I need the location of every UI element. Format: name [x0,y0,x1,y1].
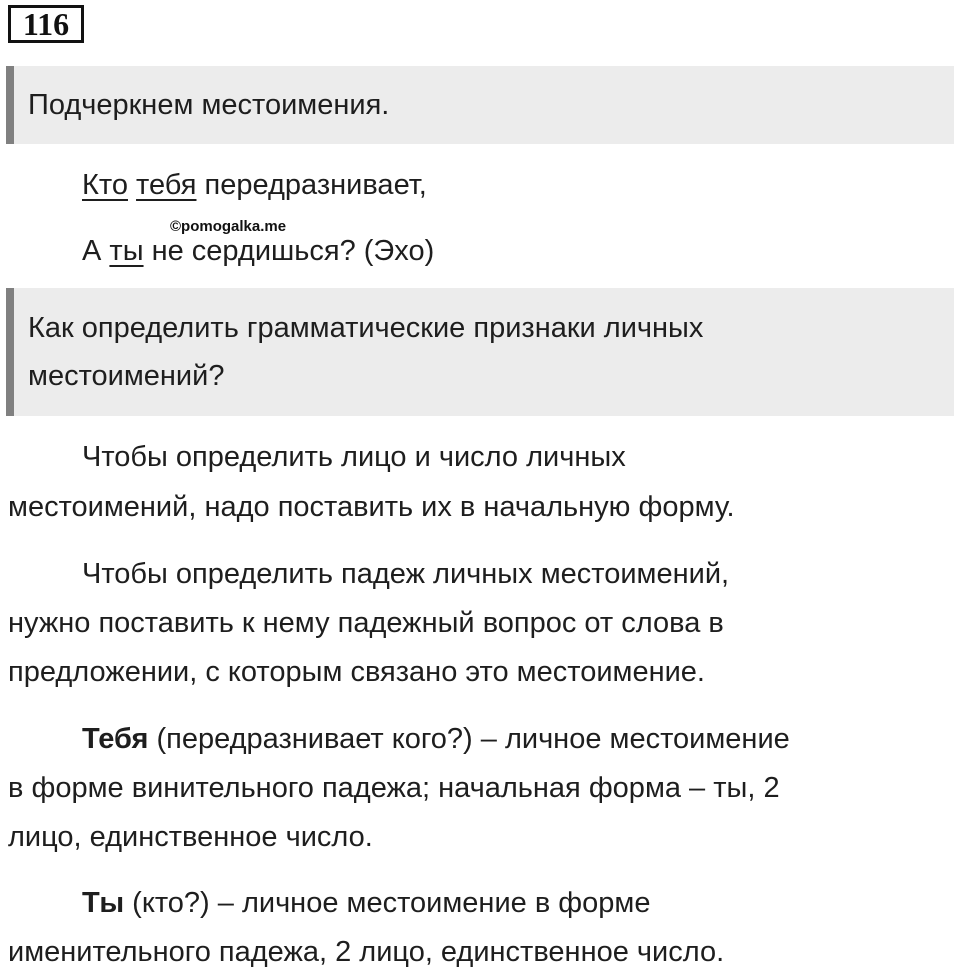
poem-line-2: А ты не сердишься? (Эхо) [82,235,435,267]
poem-line-2-rest: не сердишься? (Эхо) [143,235,435,267]
pronoun-ty: ты [109,235,144,267]
para2-line1: Чтобы определить падеж личных местоимений, [82,558,730,590]
pronoun-tebya: тебя [136,169,197,201]
question-line-1: Как определить грамматические признаки личных [28,312,704,344]
para3-line2: в форме винительного падежа; начальная форма – ты, 2 [8,772,780,804]
para1-line2: местоимений, надо поставить их в начальную форму. [8,491,735,523]
poem-line-1 [82,168,427,202]
section-heading-underline [6,66,954,144]
para3-line3: лицо, единственное число. [8,821,373,853]
para4-term: Ты [82,887,125,919]
poem-line-1-rest: передразнивает, [196,169,427,201]
pronoun-kto: Кто [82,169,128,201]
question-line-2: местоимений? [28,360,225,392]
para2-line3: предложении, с которым связано это местоимение. [8,656,705,688]
para3-term: Тебя [82,723,149,755]
para3-line1: Тебя (передразнивает кого?) – личное местоимение [82,723,790,755]
watermark: ©pomogalka.me [170,218,287,235]
section-heading-text: Подчеркнем местоимения. [28,89,390,121]
para2-line2: нужно поставить к нему падежный вопрос от слова в [8,607,724,639]
para4-line1: Ты (кто?) – личное местоимение в форме [82,887,651,919]
para1-line1: Чтобы определить лицо и число личных [82,441,626,473]
para4-line2: именительного падежа, 2 лицо, единственное число. [8,936,725,968]
exercise-number: 116 [8,5,84,43]
section-heading-question [6,288,954,416]
